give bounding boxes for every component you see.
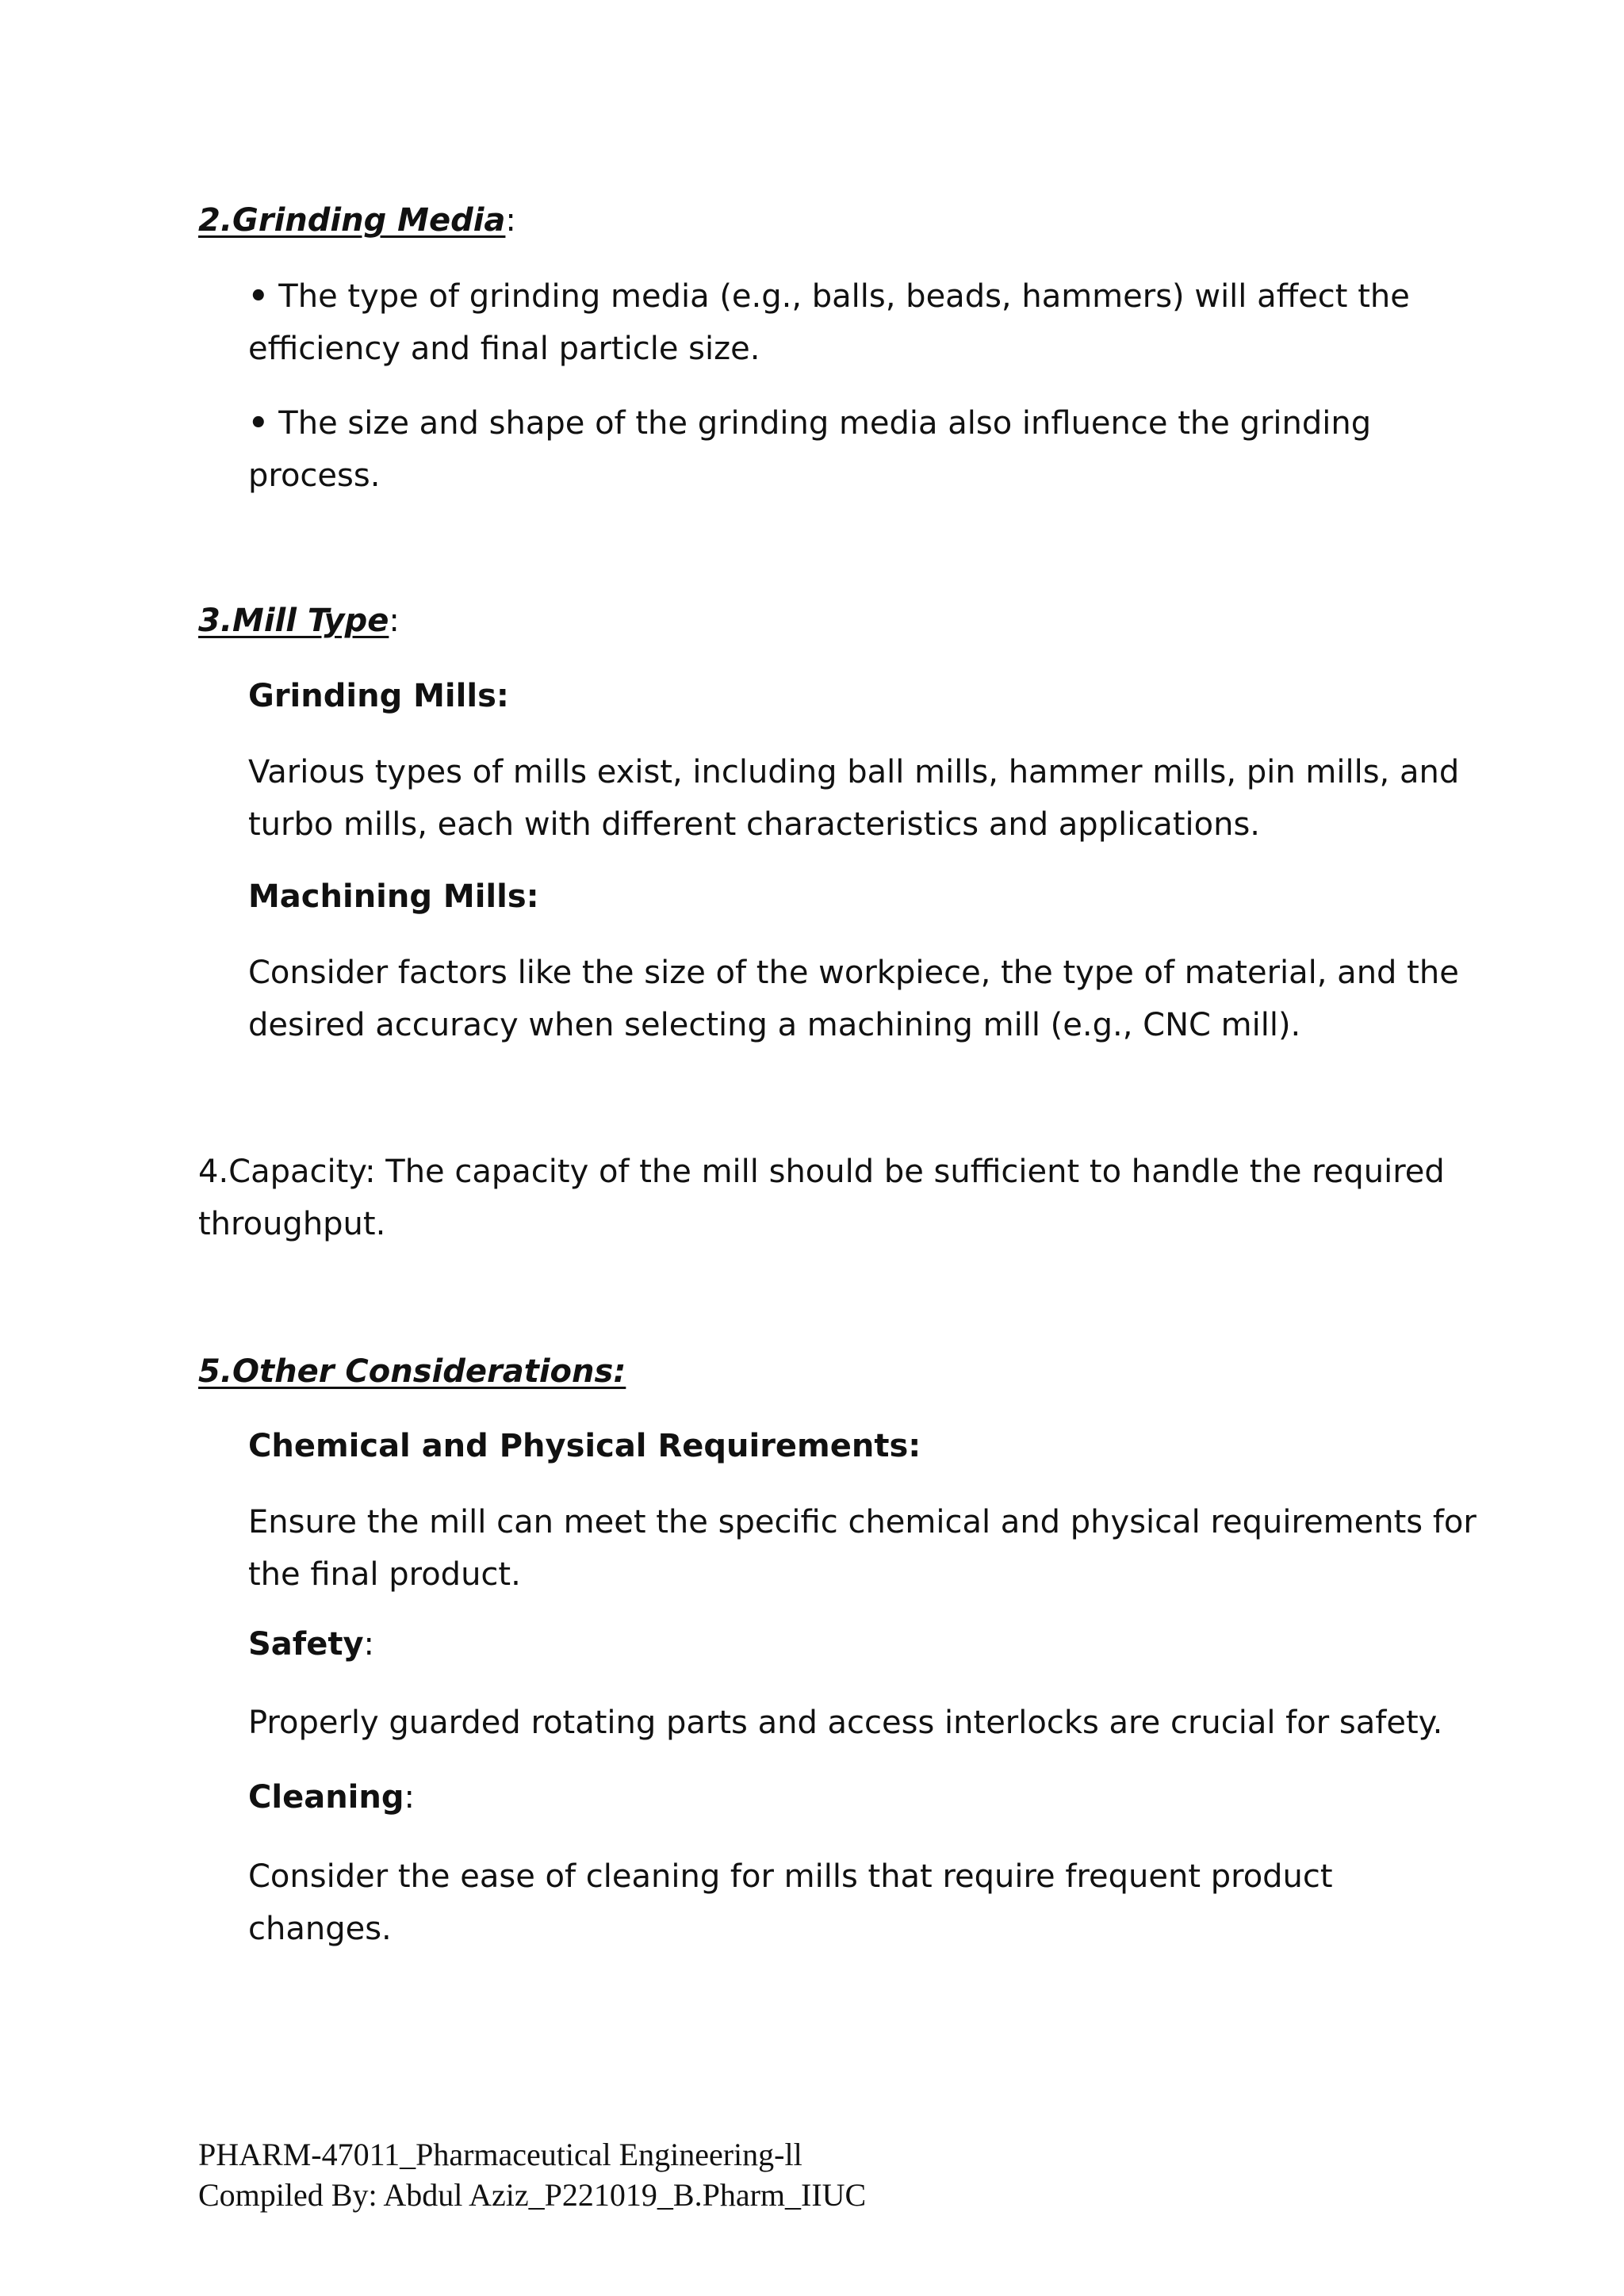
chemical-text-line-1: Ensure the mill can meet the specific chemical and physical requirements for xyxy=(248,1504,1477,1540)
machining-mills-text-line-2: desired accuracy when selecting a machining mill (e.g., CNC mill). xyxy=(248,1007,1301,1043)
bullet-text: The size and shape of the grinding media also influence the grinding xyxy=(278,405,1372,442)
grinding-mills-text-line-1: Various types of mills exist, including ball mills, hammer mills, pin mills, and xyxy=(248,754,1460,790)
chemical-text-line-2: the final product. xyxy=(248,1556,521,1593)
safety-title: Safety xyxy=(248,1626,364,1663)
safety-text-line-1: Properly guarded rotating parts and access interlocks are crucial for safety. xyxy=(248,1705,1443,1741)
subheading-grinding-mills: Grinding Mills: xyxy=(248,678,509,714)
cleaning-title: Cleaning xyxy=(248,1779,404,1816)
capacity-text: The capacity of the mill should be sufficient to handle the required xyxy=(385,1154,1445,1190)
heading-label: 2.Grinding Media xyxy=(198,202,506,239)
bullet-icon: • xyxy=(248,405,269,442)
bullet-item-1-line-1 xyxy=(248,270,1410,323)
cleaning-colon: : xyxy=(404,1779,415,1816)
heading-colon: : xyxy=(389,603,400,639)
machining-mills-text-line-1: Consider factors like the size of the workpiece, the type of material, and the xyxy=(248,955,1459,991)
section-heading-mill-type xyxy=(198,603,400,639)
section-capacity-line-1 xyxy=(198,1146,1445,1198)
bullet-icon: • xyxy=(248,278,269,315)
heading-label: 4.Capacity xyxy=(198,1154,366,1190)
bullet-text: The type of grinding media (e.g., balls, beads, hammers) will affect the xyxy=(278,278,1410,315)
subheading-chemical-physical: Chemical and Physical Requirements: xyxy=(248,1428,921,1464)
bullet-item-2-line-2: process. xyxy=(248,457,381,494)
heading-label: 5.Other Considerations: xyxy=(198,1353,626,1390)
bullet-item-1-line-2: efficiency and final particle size. xyxy=(248,331,760,367)
cleaning-text-line-1: Consider the ease of cleaning for mills that require frequent product xyxy=(248,1858,1333,1895)
bullet-item-2-line-1 xyxy=(248,397,1371,450)
section-heading-other-considerations xyxy=(198,1353,626,1390)
safety-colon: : xyxy=(363,1626,375,1663)
cleaning-text-line-2: changes. xyxy=(248,1911,392,1947)
section-capacity-line-2: throughput. xyxy=(198,1206,386,1242)
subheading-cleaning xyxy=(248,1771,415,1823)
subheading-safety xyxy=(248,1618,374,1670)
heading-colon: : xyxy=(505,202,516,239)
footer-compiler-line: Compiled By: Abdul Aziz_P221019_B.Pharm_IIUC xyxy=(198,2177,867,2213)
heading-colon: : xyxy=(365,1154,376,1190)
section-heading-grinding-media xyxy=(198,202,516,239)
subheading-machining-mills: Machining Mills: xyxy=(248,878,539,915)
heading-label: 3.Mill Type xyxy=(198,603,389,639)
grinding-mills-text-line-2: turbo mills, each with different characteristics and applications. xyxy=(248,806,1260,843)
footer-course-line: PHARM-47011_Pharmaceutical Engineering-ll xyxy=(198,2137,802,2172)
